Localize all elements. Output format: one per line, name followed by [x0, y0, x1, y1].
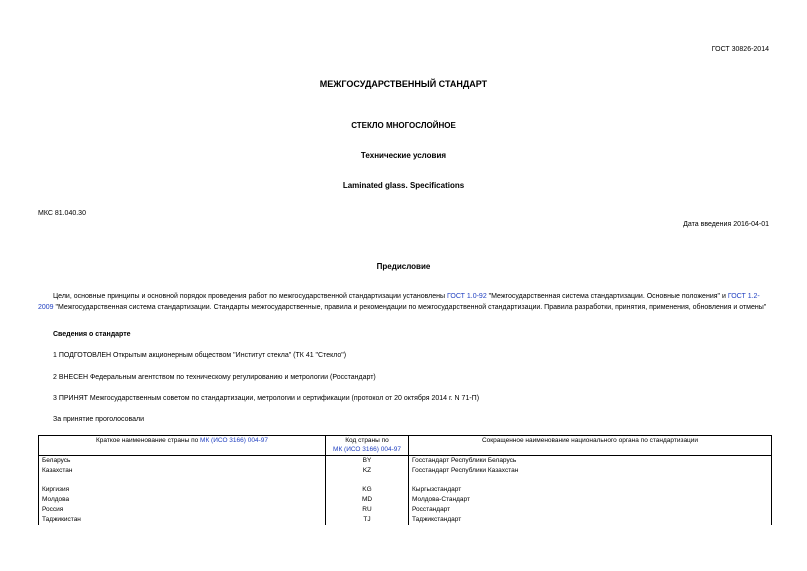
info-item-adopted: 3 ПРИНЯТ Межгосударственным советом по стандартизации, метрологии и сертификации (протокол от 20 октября 2014 г. N 71-П): [53, 395, 480, 402]
column-header-country: [39, 436, 326, 456]
country-cell: Россия: [39, 505, 326, 515]
foreword-text-2: "Межгосударственная система стандартизации. Основные положения" и: [486, 293, 728, 300]
country-cell: [39, 476, 326, 485]
gost-1-2-2009-link[interactable]: ГОСТ 1.2-2009: [38, 293, 760, 311]
standard-info-heading: Сведения о стандарте: [53, 331, 131, 338]
table-row: [39, 495, 772, 505]
code-cell: [326, 476, 409, 485]
code-cell: TJ: [326, 515, 409, 525]
country-cell: Молдова: [39, 495, 326, 505]
info-item-introduced: 2 ВНЕСЕН Федеральным агентством по техническому регулированию и метрологии (Росстандарт): [53, 374, 376, 381]
foreword-paragraph: [38, 291, 771, 313]
voting-countries-table: [38, 435, 772, 525]
column-header-body: Сокращенное наименование национального органа по стандартизации: [409, 436, 772, 456]
standard-name-title: СТЕКЛО МНОГОСЛОЙНОЕ: [351, 121, 456, 130]
code-cell: RU: [326, 505, 409, 515]
body-cell: Таджикстандарт: [409, 515, 772, 525]
table-row: [39, 456, 772, 467]
column-header-code-text: Код страны по: [345, 437, 389, 444]
standard-type-title: МЕЖГОСУДАРСТВЕННЫЙ СТАНДАРТ: [319, 79, 488, 89]
info-item-voted: За принятие проголосовали: [53, 416, 145, 423]
table-row: [39, 515, 772, 525]
mk-iso-link-col2[interactable]: МК (ИСО 3166) 004-97: [333, 445, 401, 453]
country-cell: Казахстан: [39, 466, 326, 476]
code-cell: BY: [326, 456, 409, 467]
table-row: [39, 466, 772, 476]
country-cell: Таджикистан: [39, 515, 326, 525]
code-cell: KG: [326, 485, 409, 495]
code-cell: MD: [326, 495, 409, 505]
code-cell: KZ: [326, 466, 409, 476]
info-item-prepared: 1 ПОДГОТОВЛЕН Открытым акционерным обществом "Институт стекла" (ТК 41 "Стекло"): [53, 352, 347, 359]
table-row: [39, 505, 772, 515]
body-cell: [409, 476, 772, 485]
english-title: Laminated glass. Specifications: [342, 181, 465, 190]
introduction-date: Дата введения 2016-04-01: [683, 221, 769, 228]
table-row: [39, 476, 772, 485]
table-row: [39, 485, 772, 495]
mk-iso-link-col1[interactable]: МК (ИСО 3166) 004-97: [200, 437, 268, 444]
standard-subtitle: Технические условия: [360, 151, 447, 160]
mks-code: МКС 81.040.30: [38, 210, 86, 217]
foreword-heading: Предисловие: [376, 262, 431, 271]
body-cell: Госстандарт Республики Беларусь: [409, 456, 772, 467]
table-header-row: [39, 436, 772, 456]
body-cell: Госстандарт Республики Казахстан: [409, 466, 772, 476]
country-cell: Киргизия: [39, 485, 326, 495]
country-cell: Беларусь: [39, 456, 326, 467]
body-cell: Росстандарт: [409, 505, 772, 515]
column-header-country-text: Краткое наименование страны по: [96, 437, 201, 444]
body-cell: Кыргызстандарт: [409, 485, 772, 495]
gost-1-0-92-link[interactable]: ГОСТ 1.0-92: [446, 293, 487, 300]
body-cell: Молдова-Стандарт: [409, 495, 772, 505]
foreword-text-1: Цели, основные принципы и основной порядок проведения работ по межгосударственной стандартизации установлены: [53, 293, 447, 300]
column-header-code: [326, 436, 409, 456]
foreword-text-3: "Межгосударственная система стандартизации. Стандарты межгосударственные, правила и рекомендации по межгосударственной стандартизации. Правила разработки, принятия, применения, обновления и отмены": [53, 304, 767, 311]
document-code: ГОСТ 30826-2014: [711, 46, 769, 53]
